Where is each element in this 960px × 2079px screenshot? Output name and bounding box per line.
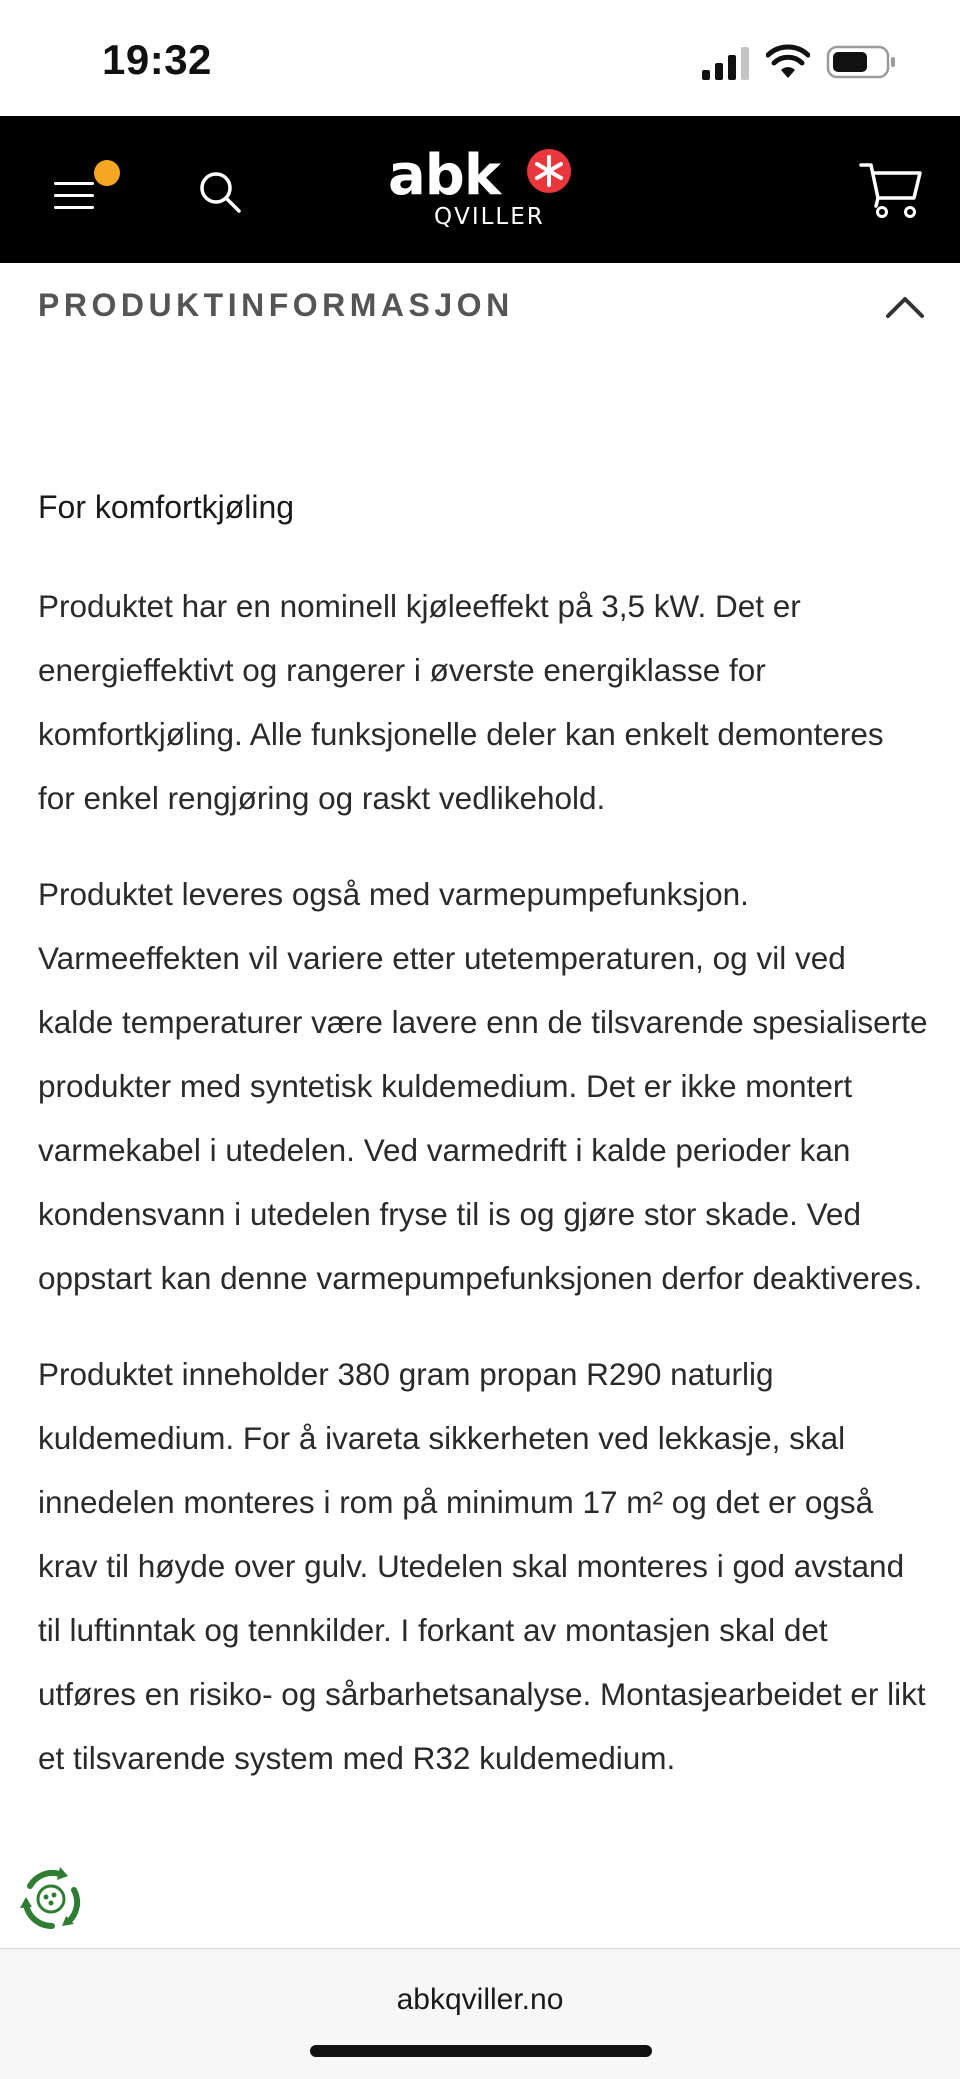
product-info-accordion-header[interactable] xyxy=(0,263,960,351)
browser-address-bar[interactable] xyxy=(0,1948,960,2079)
status-time: 19:32 xyxy=(102,36,212,83)
content-paragraph: Produktet har en nominell kjøleeffekt på 3,5 kW. Det er energieffektivt og rangerer i øverste energiklasse for komfortkjøling. Alle funksjonelle deler kan enkelt demonteres for enkel rengjøring og raskt vedlikehold. xyxy=(38,588,884,816)
chevron-up-icon[interactable] xyxy=(884,291,926,321)
logo-main-text: abk xyxy=(388,143,501,208)
section-title: PRODUKTINFORMASJON xyxy=(38,287,514,323)
menu-button[interactable] xyxy=(50,164,118,220)
battery-icon xyxy=(826,44,896,80)
menu-line xyxy=(54,182,94,185)
cart-icon[interactable] xyxy=(858,160,924,220)
content-paragraph: Produktet leveres også med varmepumpefunksjon. Varmeeffekten vil variere etter utetemperaturen, og vil ved kalde temperaturer være lavere enn de tilsvarende spesialiserte produkter med syntetisk kuldemedium. Det er ikke montert varmekabel i utedelen. Ved varmedrift i kalde perioder kan kondensvann i utedelen fryse til is og gjøre stor skade. Ved oppstart kan denne varmepumpefunksjonen derfor deaktiveres. xyxy=(38,876,928,1296)
product-info-content xyxy=(38,482,928,1822)
url-text[interactable]: abkqviller.no xyxy=(396,1983,564,2016)
logo-sub-text: QVILLER xyxy=(434,204,545,230)
menu-line xyxy=(54,206,94,209)
notification-dot xyxy=(94,160,120,186)
site-logo[interactable] xyxy=(380,144,580,236)
cellular-signal-icon xyxy=(700,46,752,80)
content-paragraph: Produktet inneholder 380 gram propan R290 naturlig kuldemedium. For å ivareta sikkerheten ved lekkasje, skal innedelen monteres i rom på minimum 17 m² og det er også krav til høyde over gulv. Utedelen skal monteres i god avstand til luftinntak og tennkilder. I forkant av montasjen skal det utføres en risiko- og sårbarhetsanalyse. Montasjearbeidet er likt et tilsvarende system med R32 kuldemedium. xyxy=(38,1356,926,1776)
wifi-icon xyxy=(766,44,810,80)
status-bar xyxy=(0,0,960,116)
site-header xyxy=(0,116,960,263)
search-icon[interactable] xyxy=(196,168,244,216)
logo-star-icon xyxy=(526,148,572,194)
menu-line xyxy=(54,194,94,197)
content-heading: For komfortkjøling xyxy=(38,489,295,525)
eco-recycle-badge-icon[interactable] xyxy=(16,1864,86,1934)
home-indicator[interactable] xyxy=(310,2045,652,2057)
